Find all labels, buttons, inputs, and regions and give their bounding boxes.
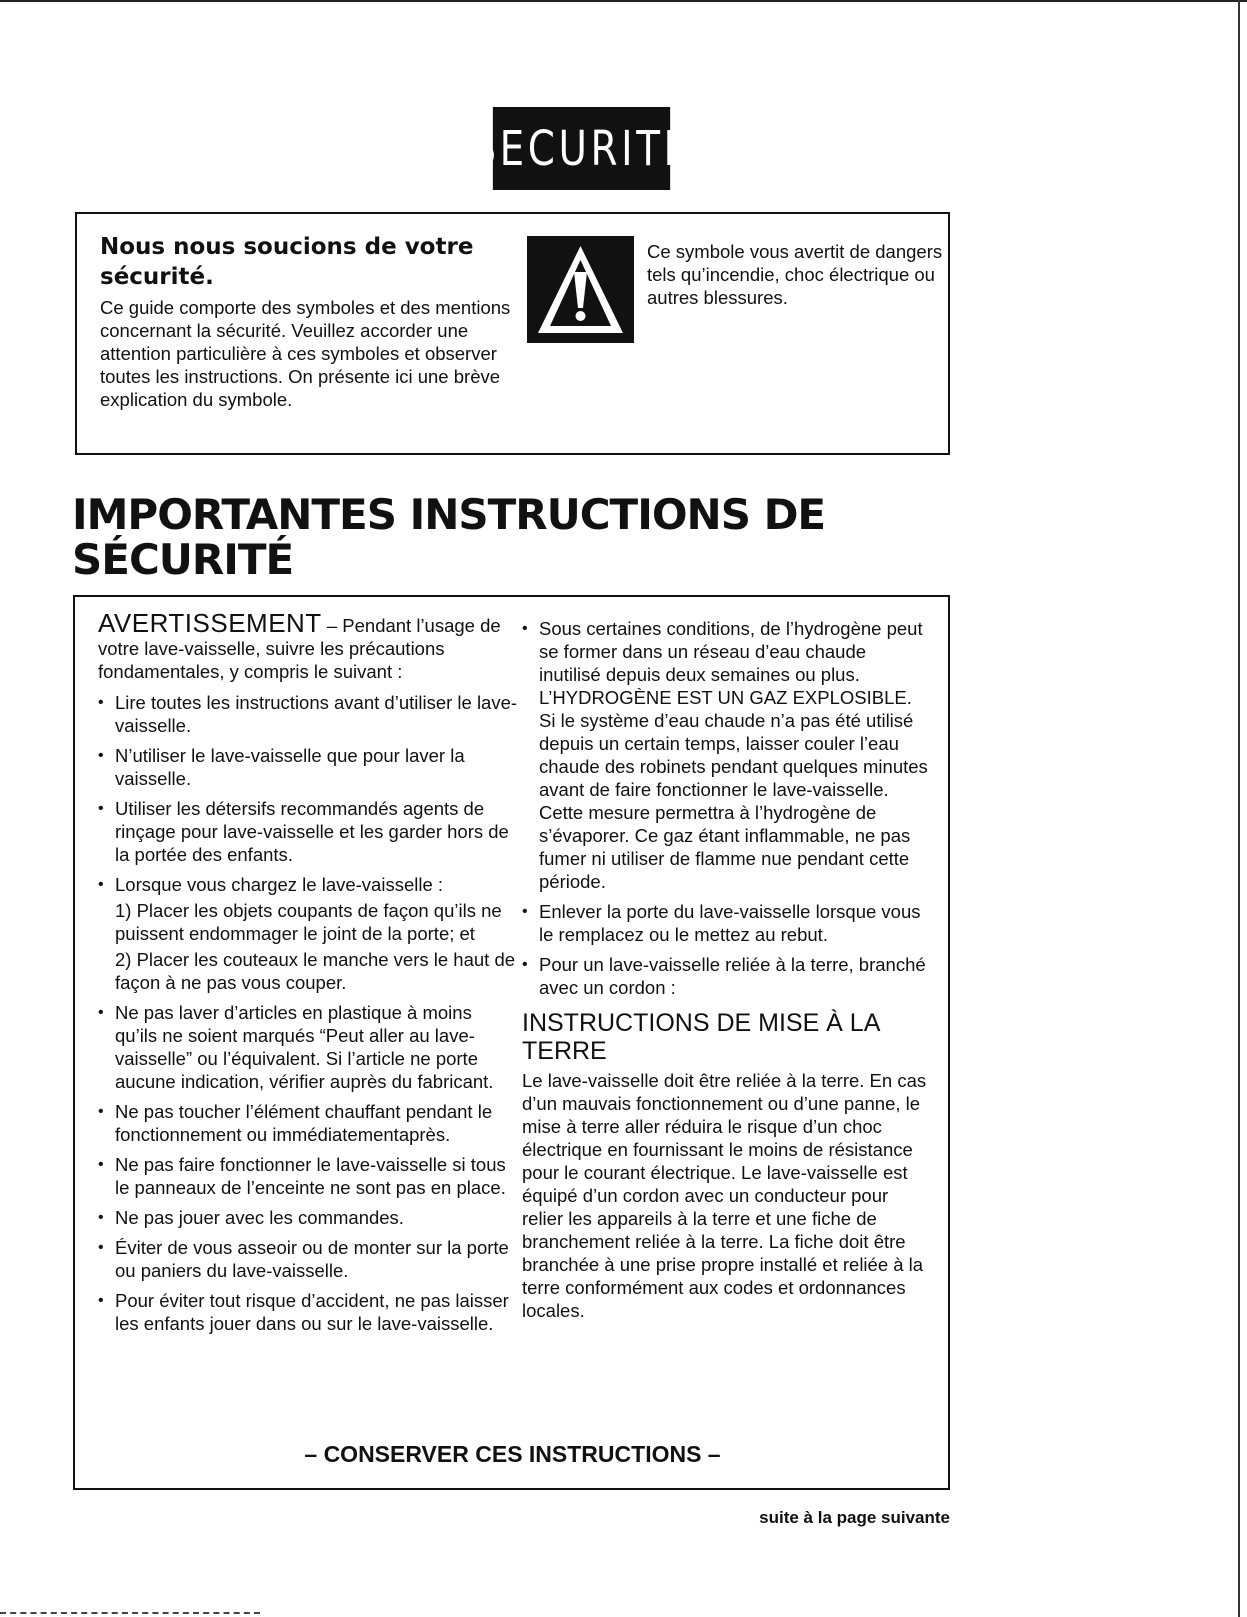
list-item: • Lire toutes les instructions avant d’utiliser le lave-vaisselle. — [98, 691, 518, 737]
warning-paragraph — [98, 608, 518, 683]
list-item: • Ne pas toucher l’élément chauffant pendant le fonctionnement ou immédiatementaprès. — [98, 1100, 518, 1146]
loading-step: 2) Placer les couteaux le manche vers le haut de façon à ne pas vous couper. — [115, 949, 516, 993]
list-item: • Sous certaines conditions, de l’hydrogène peut se former dans un réseau d’eau chaude inutilisé depuis deux semaines ou plus. L’HYDROGÈNE EST UN GAZ EXPLOSIBLE. Si le système d’eau chaude n’a pas été utilisé depuis un certain temps, laisser couler l’eau chaude des robinets pendant quelques minutes avant de faire fonctionner le lave-vaisselle. Cette mesure permettra à l’hydrogène de s’évaporer. Ce gaz étant inflammable, ne pas fumer ni utiliser de flamme nue pendant cette période. — [522, 617, 932, 893]
list-item: • Ne pas faire fonctionner le lave-vaisselle si tous le panneaux de l’enceinte ne sont pas en place. — [98, 1153, 518, 1199]
right-border-line — [1238, 0, 1240, 1617]
continued-note: suite à la page suivante — [759, 1508, 950, 1527]
list-item: • Ne pas laver d’articles en plastique à moins qu’ils ne soient marqués “Peut aller au lave-vaisselle” ou l’équivalent. Si l’article ne porte aucune indication, vérifier auprès du fabricant. — [98, 1001, 518, 1093]
warning-title: AVERTISSEMENT — [98, 608, 322, 638]
list-item: • Pour un lave-vaisselle reliée à la terre, branché avec un cordon : — [522, 953, 932, 999]
right-bullet-list — [522, 617, 932, 999]
top-border-line — [0, 0, 1247, 2]
list-item: • Pour éviter tout risque d’accident, ne pas laisser les enfants jouer dans ou sur le lave-vaisselle. — [98, 1289, 518, 1335]
intro-heading: Nous nous soucions de votre sécurité. — [100, 234, 474, 290]
loading-step: 1) Placer les objets coupants de façon qu’ils ne puissent endommager le joint de la porte; et — [115, 900, 502, 944]
page-title: IMPORTANTES INSTRUCTIONS DE SÉCURITÉ — [72, 490, 826, 584]
list-item: • N’utiliser le lave-vaisselle que pour laver la vaisselle. — [98, 744, 518, 790]
warning-lead: – Pendant l’usage de votre lave-vaisselle, suivre les précautions fondamentales, y compris le suivant : — [98, 615, 501, 682]
right-column — [522, 617, 932, 1322]
list-item: • Ne pas jouer avec les commandes. — [98, 1206, 518, 1229]
intro-body: Ce guide comporte des symboles et des mentions concernant la sécurité. Veuillez accorder une attention particulière à ces symboles et observer toutes les instructions. On présente ici une brève explication du symbole. — [100, 297, 511, 410]
conserve-instructions: – CONSERVER CES INSTRUCTIONS – — [304, 1441, 721, 1467]
list-item: • Enlever la porte du lave-vaisselle lorsque vous le remplacez ou le mettez au rebut. — [522, 900, 932, 946]
loading-intro: Lorsque vous chargez le lave-vaisselle : — [115, 874, 444, 895]
grounding-body: Le lave-vaisselle doit être reliée à la terre. En cas d’un mauvais fonctionnement ou d’une panne, le mise à terre aller réduira le risque d’un choc électrique en fournissant le moins de résistance pour le courant électrique. Le lave-vaisselle est équipé d’un cordon avec un conducteur pour relier les appareils à la terre et une fiche de branchement reliée à la terre. La fiche doit être branchée à une prise propre installé et reliée à la terre conformément aux codes et ordonnances locales. — [522, 1070, 927, 1321]
list-item-loading — [98, 873, 518, 994]
section-badge: SECURITE — [493, 107, 670, 190]
list-item: • Éviter de vous asseoir ou de monter sur la porte ou paniers du lave-vaisselle. — [98, 1236, 518, 1282]
bottom-scan-marks — [0, 1612, 260, 1616]
left-column — [98, 608, 518, 1342]
grounding-heading: INSTRUCTIONS DE MISE À LA TERRE — [522, 1009, 880, 1065]
warning-triangle-icon — [527, 236, 634, 343]
symbol-explanation: Ce symbole vous avertit de dangers tels qu’incendie, choc électrique ou autres blessures. — [647, 241, 943, 308]
left-bullet-list — [98, 691, 518, 1335]
list-item: • Utiliser les détersifs recommandés agents de rinçage pour lave-vaisselle et les garder hors de la portée des enfants. — [98, 797, 518, 866]
